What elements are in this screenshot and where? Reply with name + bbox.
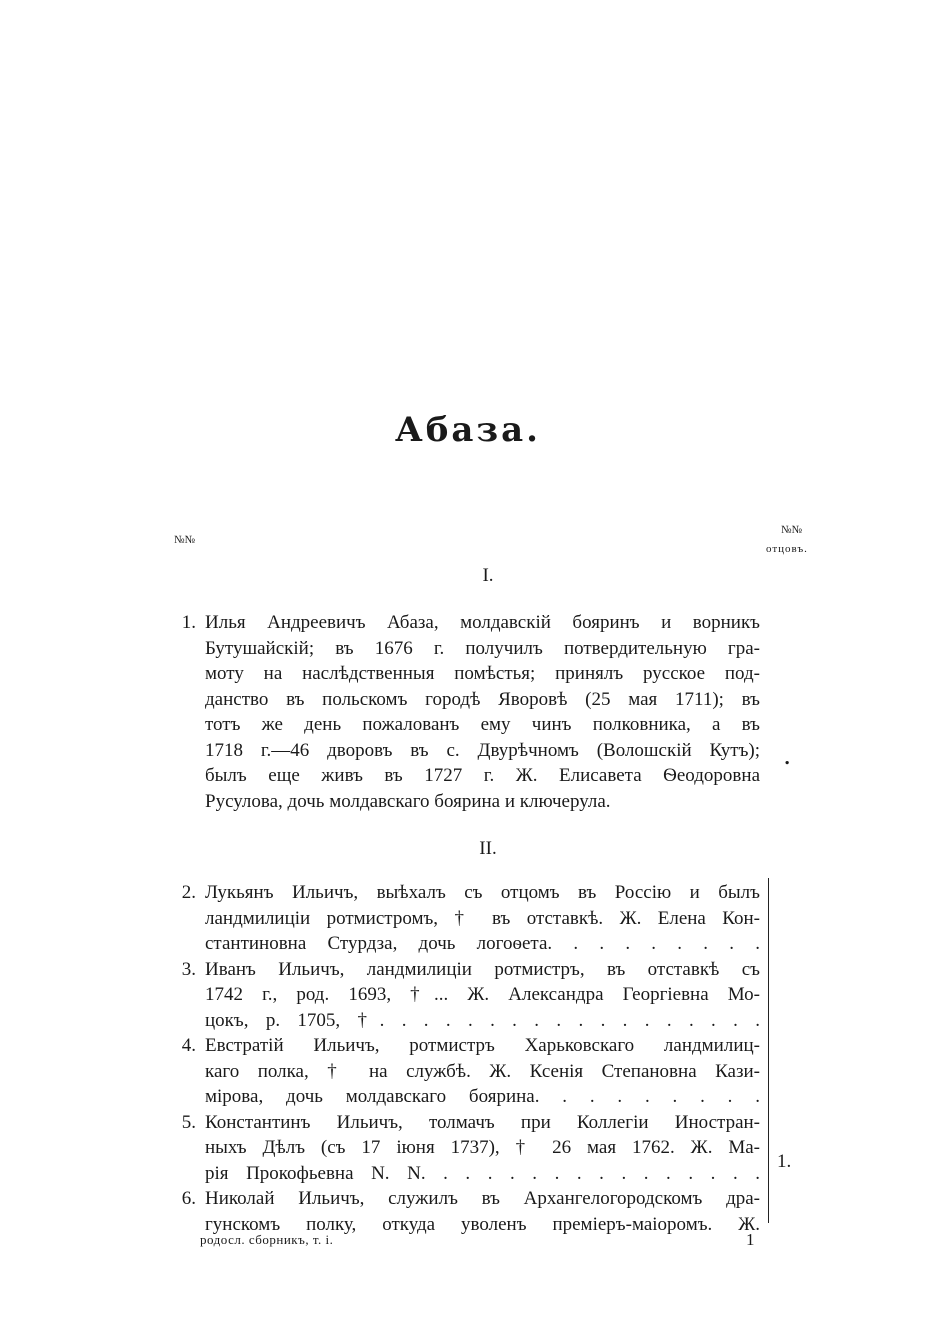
entry-number: 3.	[181, 958, 196, 980]
entry-line: ныхъ Дѣлъ (съ 17 іюня 1737), † 26 мая 1762. Ж. Ма-	[205, 1137, 760, 1158]
entry-line: Лукьянъ Ильичъ, выѣхалъ съ отцомъ въ Россію и былъ	[205, 882, 760, 903]
entry-line: Бутушайскій; въ 1676 г. получилъ потвердительную гра-	[205, 637, 760, 659]
entry-line: тотъ же день пожалованъ ему чинъ полковника, а въ	[205, 714, 760, 735]
entry-line: Русулова, дочь молдавскаго боярина и ключерула.	[205, 790, 611, 812]
entry-line: Илья Андреевичъ Абаза, молдавскій бояринъ и ворникъ	[205, 612, 760, 633]
entry-line: Евстратій Ильичъ, ротмистръ Харьковскаго ландмилиц-	[205, 1035, 760, 1056]
genealogy-entry-1	[170, 610, 760, 814]
entry-line: 1742 г., род. 1693, †... Ж. Александра Георгіевна Мо-	[205, 984, 760, 1005]
genealogy-entry-3	[170, 957, 760, 1034]
column-header-father-numbers: №№	[781, 524, 802, 536]
father-reference-number: 1.	[777, 1151, 792, 1172]
entry-line: моту на наслѣдственныя помѣстья; принялъ русское под-	[205, 663, 760, 684]
column-header-numbers: №№	[174, 534, 195, 546]
entry-line: рія Прокофьевна N. N. . . . . . . . . . . . . . . .	[205, 1162, 760, 1184]
genealogy-entry-6	[170, 1186, 760, 1237]
entry-line: цокъ, р. 1705, †. . . . . . . . . . . . . . . . . .	[205, 1009, 760, 1031]
entry-line: ландмилиціи ротмистромъ, † въ отставкѣ. Ж. Елена Кон-	[205, 907, 760, 929]
entry-line: гунскомъ полку, откуда уволенъ преміеръ-маіоромъ. Ж.	[205, 1213, 760, 1235]
entry-number: 5.	[181, 1111, 196, 1133]
entry-number: 4.	[181, 1035, 196, 1056]
entry-line: былъ еще живъ въ 1727 г. Ж. Елисавета Ѳеодоровна	[205, 765, 760, 786]
entry-line: Николай Ильичъ, служилъ въ Архангелогородскомъ дра-	[205, 1188, 760, 1209]
group-bracket	[758, 878, 769, 1223]
genealogy-entry-5	[170, 1110, 760, 1187]
genealogy-entry-2	[170, 880, 760, 957]
entry-number: 2.	[181, 882, 196, 903]
genealogy-entry-4	[170, 1033, 760, 1110]
entry-line: Константинъ Ильичъ, толмачъ при Коллегіи Иностран-	[205, 1111, 760, 1133]
entry-line: 1718 г.—46 дворовъ въ с. Двурѣчномъ (Волошскій Кутъ);	[205, 739, 760, 761]
section-numeral-1: I.	[482, 565, 494, 586]
entry-number: 1.	[181, 612, 196, 633]
entry-line: стантиновна Стурдза, дочь логоѳета. . . . . . . . .	[205, 933, 760, 954]
entry-number: 6.	[181, 1188, 196, 1209]
footer-signature: родосл. сборникъ, т. i.	[200, 1232, 334, 1247]
page-title: Абаза.	[395, 410, 541, 450]
stray-mark: .	[784, 748, 791, 769]
entry-line: мірова, дочь молдавскаго боярина. . . . . . . . .	[205, 1086, 760, 1107]
footer-page-number: 1	[746, 1230, 755, 1249]
entry-line: каго полка, † на службѣ. Ж. Ксенія Степановна Кази-	[205, 1060, 760, 1082]
column-header-fathers: отцовъ.	[766, 543, 808, 555]
entry-line: данство въ польскомъ городѣ Яворовѣ (25 мая 1711); въ	[205, 688, 760, 710]
section-numeral-2: II.	[479, 838, 497, 859]
entry-line: Иванъ Ильичъ, ландмилиціи ротмистръ, въ отставкѣ съ	[205, 958, 760, 980]
